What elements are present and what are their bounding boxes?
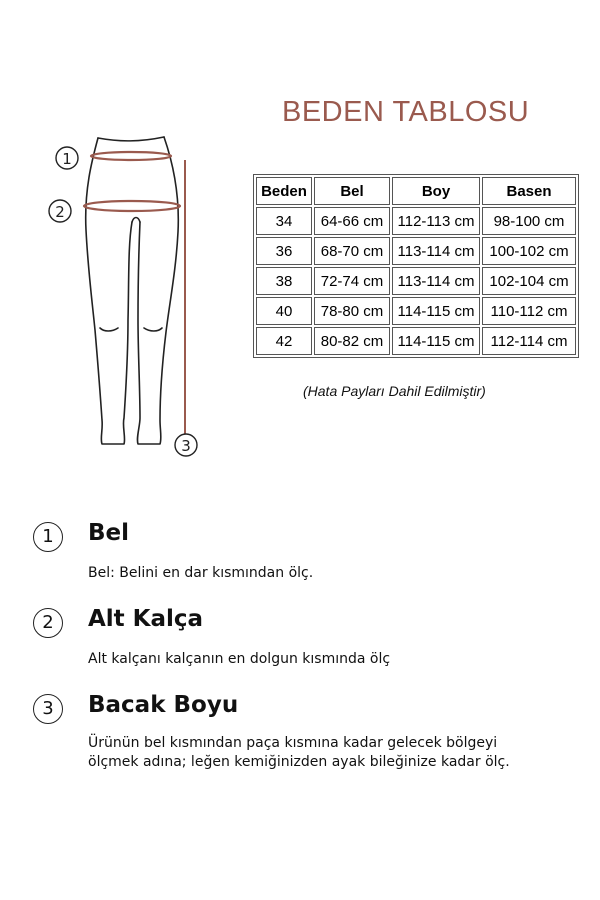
- step-description: Alt kalçanı kalçanın en dolgun kısmında ölç: [88, 651, 391, 667]
- cell-size: 34: [256, 207, 312, 235]
- cell-hip: 110-112 cm: [482, 297, 576, 325]
- cell-hip: 112-114 cm: [482, 327, 576, 355]
- knee-right: [144, 328, 162, 331]
- right-leg-outline: [137, 137, 178, 444]
- cell-waist: 64-66 cm: [314, 207, 390, 235]
- step-title: Bacak Boyu: [88, 692, 239, 718]
- table-header-row: [256, 177, 576, 205]
- header-beden: Beden: [256, 177, 312, 205]
- cell-waist: 68-70 cm: [314, 237, 390, 265]
- step-description: Bel: Belini en dar kısmından ölç.: [88, 565, 314, 581]
- cell-length: 112-113 cm: [392, 207, 480, 235]
- step-title: Bel: [88, 520, 130, 546]
- cell-waist: 72-74 cm: [314, 267, 390, 295]
- table-row: [256, 207, 576, 235]
- cell-size: 42: [256, 327, 312, 355]
- cell-size: 40: [256, 297, 312, 325]
- cell-length: 114-115 cm: [392, 297, 480, 325]
- marker-3: 3: [181, 437, 191, 455]
- marker-2: 2: [55, 203, 65, 221]
- table-row: [256, 237, 576, 265]
- cell-length: 113-114 cm: [392, 237, 480, 265]
- marker-1: 1: [62, 150, 72, 168]
- tolerance-note: (Hata Payları Dahil Edilmiştir): [303, 383, 486, 399]
- page-title: BEDEN TABLOSU: [282, 96, 530, 128]
- step-title: Alt Kalça: [88, 606, 204, 632]
- leg-figure: [40, 120, 220, 470]
- hip-measure-line: [84, 201, 180, 211]
- header-bel: Bel: [314, 177, 390, 205]
- cell-length: 113-114 cm: [392, 267, 480, 295]
- step-description-line: Ürünün bel kısmından paça kısmına kadar gelecek bölgeyi: [88, 735, 498, 751]
- step-number: 1: [33, 522, 63, 552]
- table-row: [256, 267, 576, 295]
- cell-hip: 100-102 cm: [482, 237, 576, 265]
- cell-waist: 80-82 cm: [314, 327, 390, 355]
- table-row: [256, 327, 576, 355]
- cell-size: 38: [256, 267, 312, 295]
- cell-hip: 102-104 cm: [482, 267, 576, 295]
- step-description-line: ölçmek adına; leğen kemiğinizden ayak bileğinize kadar ölç.: [88, 754, 510, 770]
- header-basen: Basen: [482, 177, 576, 205]
- waist-measure-line: [91, 152, 171, 160]
- cell-size: 36: [256, 237, 312, 265]
- header-boy: Boy: [392, 177, 480, 205]
- cell-hip: 98-100 cm: [482, 207, 576, 235]
- crotch-outline: [132, 218, 140, 223]
- waist-line: [98, 137, 164, 141]
- left-leg-outline: [86, 138, 132, 444]
- step-number: 3: [33, 694, 63, 724]
- step-number: 2: [33, 608, 63, 638]
- cell-waist: 78-80 cm: [314, 297, 390, 325]
- knee-left: [100, 328, 118, 331]
- size-table: [253, 174, 579, 358]
- cell-length: 114-115 cm: [392, 327, 480, 355]
- table-row: [256, 297, 576, 325]
- step-description: [88, 734, 510, 772]
